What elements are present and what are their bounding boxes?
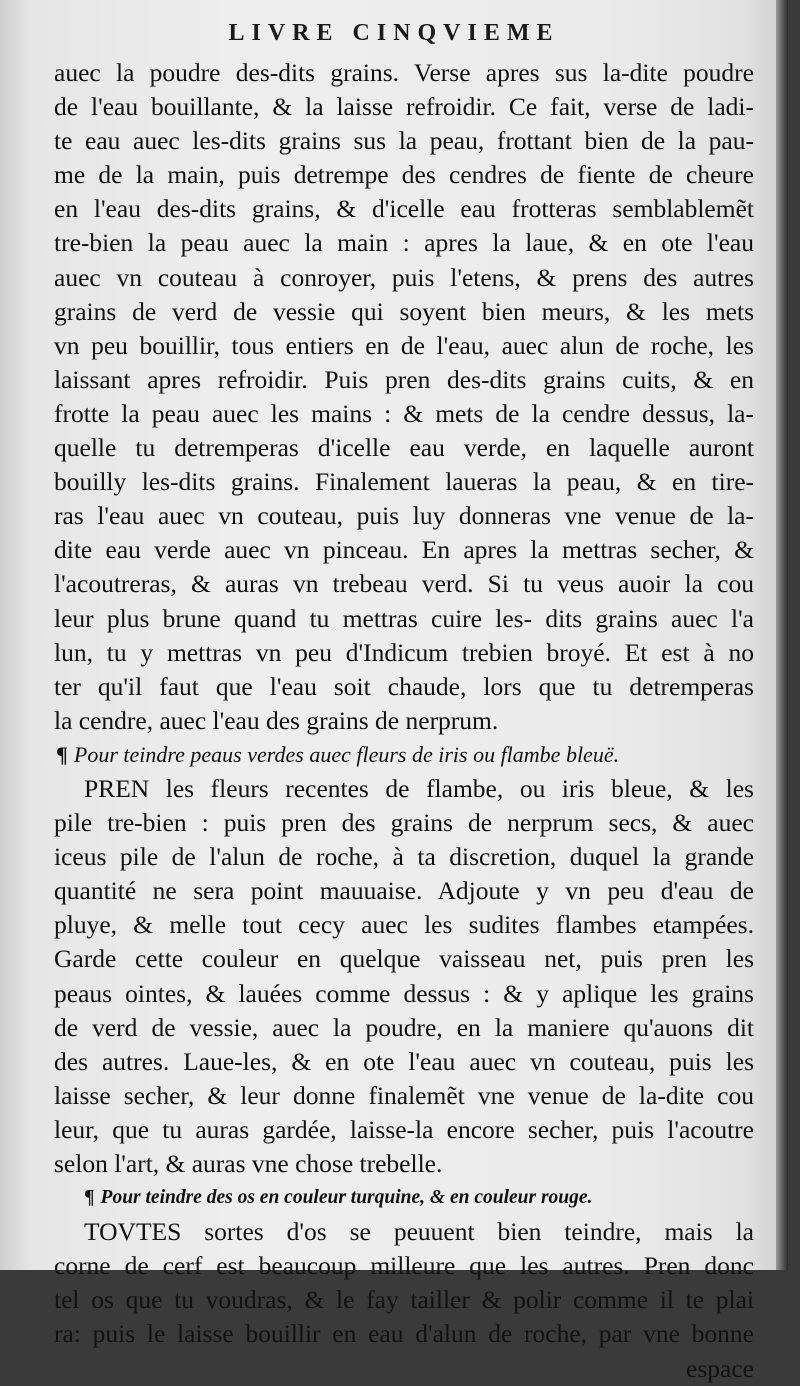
text-line: de verd de vessie, auec la poudre, en la maniere qu'auons dit <box>54 1012 754 1042</box>
section-heading-text: Pour teindre des os en couleur turquine, & en couleur rouge. <box>100 1187 593 1209</box>
text-line: ter qu'il faut que l'eau soit chaude, lors que tu detremperas <box>54 671 754 701</box>
text-line: dite eau verde auec vn pinceau. En apres la mettras secher, & <box>54 535 754 565</box>
text-line: ra: puis le laisse bouillir en eau d'alun de roche, par vne bonne <box>54 1319 754 1349</box>
section-heading <box>54 738 754 772</box>
text-line: lun, tu y mettras vn peu d'Indicum trebien broyé. Et est à no <box>54 637 754 667</box>
text-line: PREN les fleurs recentes de flambe, ou iris bleue, & les <box>84 773 754 803</box>
text-line: pile tre-bien : puis pren des grains de nerprum secs, & auec <box>54 808 754 838</box>
text-line: laisse secher, & leur donne finalemẽt vne venue de la-dite cou <box>54 1080 754 1110</box>
text-line: l'acoutreras, & auras vn trebeau verd. Si tu veus auoir la cou <box>54 569 754 599</box>
text-line: quantité ne sera point mauuaise. Adjoute y vn peu d'eau de <box>54 876 754 906</box>
text-line: grains de verd de vessie qui soyent bien meurs, & les mets <box>54 296 754 326</box>
pilcrow-mark: ¶ <box>56 741 68 767</box>
text-line: corne de cerf est beaucoup milleure que les autres. Pren donc <box>54 1251 754 1281</box>
page-edge-shadow <box>776 0 788 1270</box>
text-line: leur plus brune quand tu mettras cuire les- dits grains auec l'a <box>54 603 754 633</box>
text-line: selon l'art, & auras vne chose trebelle. <box>54 1149 443 1178</box>
page-text <box>54 56 754 1386</box>
text-line: quelle tu detremperas d'icelle eau verde, en laquelle auront <box>54 433 754 463</box>
text-line: auec vn couteau à conroyer, puis l'etens, & prens des autres <box>54 262 754 292</box>
text-line: bouilly les-dits grains. Finalement laueras la peau, & en tire- <box>54 467 754 497</box>
text-line: la cendre, auec l'eau des grains de nerprum. <box>54 705 499 735</box>
text-line: ras l'eau auec vn couteau, puis luy donneras vne venue de la- <box>54 501 754 531</box>
text-line: peaus ointes, & lauées comme dessus : & y aplique les grains <box>54 978 754 1008</box>
text-line: TOVTES sortes d'os se peuuent bien teindre, mais la <box>84 1217 754 1247</box>
text-line: tel os que tu voudras, & le fay tailler & polir comme il te plai <box>54 1285 754 1315</box>
text-line: me de la main, puis detrempe des cendres de fiente de cheure <box>54 160 754 190</box>
section-heading <box>54 1181 754 1215</box>
text-line: iceus pile de l'alun de roche, à ta discretion, duquel la grande <box>54 842 754 872</box>
text-line: frotte la peau auec les mains : & mets de la cendre dessus, la- <box>54 398 754 428</box>
text-line: leur, que tu auras gardée, laisse-la encore secher, puis l'acoutre <box>54 1114 754 1144</box>
text-line: Garde cette couleur en quelque vaisseau net, puis pren les <box>54 944 754 974</box>
text-line: te eau auec les-dits grains sus la peau, frottant bien de la pau- <box>54 126 754 156</box>
section-heading-text: Pour teindre peaus verdes auec fleurs de iris ou flambe bleuë. <box>73 741 620 767</box>
text-line: tre-bien la peau auec la main : apres la laue, & en ote l'eau <box>54 228 754 258</box>
text-line: laissant apres refroidir. Puis pren des-dits grains cuits, & en <box>54 364 754 394</box>
text-line: en l'eau des-dits grains, & d'icelle eau frotteras semblablemẽt <box>54 194 754 224</box>
running-head: LIVRE CINQVIEME <box>228 20 560 46</box>
text-line: des autres. Laue-les, & en ote l'eau auec vn couteau, puis les <box>54 1046 754 1076</box>
text-line: vn peu bouillir, tous entiers en de l'eau, auec alun de roche, les <box>54 330 754 360</box>
text-line: pluye, & melle tout cecy auec les sudites flambes etampées. <box>54 910 754 940</box>
text-line: de l'eau bouillante, & la laisse refroidir. Ce fait, verse de ladi- <box>54 92 754 122</box>
catchword: espace <box>686 1353 754 1383</box>
pilcrow-mark: ¶ <box>84 1187 95 1209</box>
text-line: auec la poudre des-dits grains. Verse apres sus la-dite poudre <box>54 58 754 87</box>
